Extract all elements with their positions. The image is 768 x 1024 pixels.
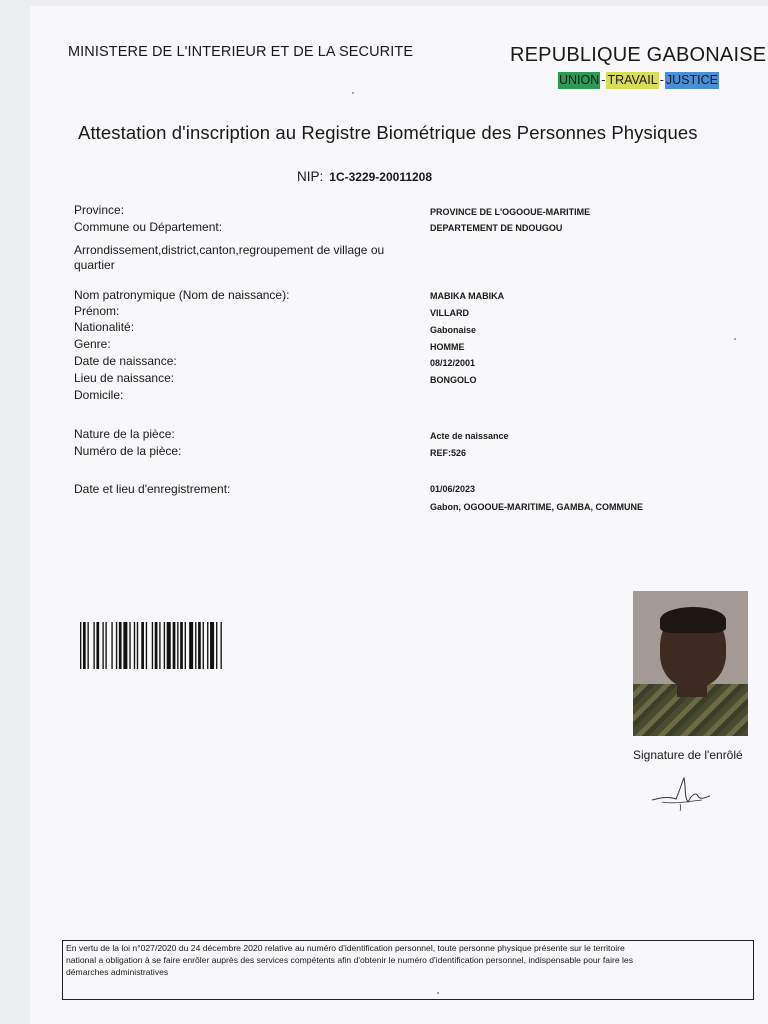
- numero-piece-label: Numéro de la pièce:: [74, 444, 182, 458]
- motto-separator: -: [601, 73, 606, 87]
- signature-label: Signature de l'enrôlé: [633, 748, 743, 762]
- province-label: Province:: [74, 203, 125, 217]
- document-title: Attestation d'inscription au Registre Biométrique des Personnes Physiques: [78, 122, 698, 143]
- motto-justice: JUSTICE: [665, 73, 718, 87]
- document-page: [30, 6, 768, 1024]
- motto-travail: TRAVAIL: [607, 73, 658, 87]
- arrondissement-label-line2: quartier: [74, 258, 115, 272]
- republic-header: REPUBLIQUE GABONAISE: [510, 44, 767, 66]
- legal-notice: [62, 940, 754, 1000]
- motto-union: UNION: [559, 73, 600, 87]
- motto-separator: -: [659, 73, 664, 87]
- nature-piece-value: Acte de naissance: [430, 431, 509, 441]
- lieu-naissance-label: Lieu de naissance:: [74, 371, 175, 385]
- notice-line-3: démarches administratives: [66, 967, 169, 977]
- nationalite-label: Nationalité:: [74, 320, 135, 334]
- domicile-label: Domicile:: [74, 388, 124, 402]
- notice-line-1: En vertu de la loi n°027/2020 du 24 décembre 2020 relative au numéro d'identification personnel, toute personne physique présente sur le territoire: [66, 943, 625, 953]
- date-naissance-label: Date de naissance:: [74, 354, 177, 368]
- scan-speck: [352, 92, 354, 94]
- enregistrement-date: 01/06/2023: [430, 484, 476, 494]
- barcode: [80, 622, 225, 669]
- national-motto: [558, 72, 719, 89]
- nom-label: Nom patronymique (Nom de naissance):: [74, 288, 290, 302]
- date-naissance-value: 08/12/2001: [430, 358, 476, 368]
- arrondissement-label-line1: Arrondissement,district,canton,regroupement de village ou: [74, 243, 385, 257]
- genre-label: Genre:: [74, 337, 111, 351]
- province-value: PROVINCE DE L'OGOOUE-MARITIME: [430, 207, 591, 217]
- scan-speck: [734, 338, 736, 340]
- nip-line: [297, 169, 432, 184]
- nationalite-value: Gabonaise: [430, 325, 477, 335]
- numero-piece-value: REF:526: [430, 448, 467, 458]
- enregistrement-place: Gabon, OGOOUE-MARITIME, GAMBA, COMMUNE: [430, 502, 643, 512]
- lieu-naissance-value: BONGOLO: [430, 375, 477, 385]
- photo-hair: [660, 607, 726, 633]
- enregistrement-label: Date et lieu d'enregistrement:: [74, 482, 231, 496]
- handwritten-signature: [650, 774, 714, 812]
- nip-label: NIP:: [297, 169, 324, 184]
- nom-value: MABIKA MABIKA: [430, 291, 505, 301]
- scan-speck: [437, 992, 439, 994]
- commune-label: Commune ou Département:: [74, 220, 223, 234]
- nip-value: 1C-3229-20011208: [329, 170, 433, 184]
- notice-line-2: national a obligation à se faire enrôler auprès des services compétents afin d'obtenir le numéro d'identification personnel, indispensable pour faire les: [66, 955, 633, 965]
- genre-value: HOMME: [430, 342, 465, 352]
- enrollee-photo: [633, 591, 748, 736]
- prenom-value: VILLARD: [430, 308, 469, 318]
- prenom-label: Prénom:: [74, 304, 120, 318]
- ministry-header: MINISTERE DE L'INTERIEUR ET DE LA SECURITE: [68, 44, 414, 60]
- nature-piece-label: Nature de la pièce:: [74, 427, 175, 441]
- commune-value: DEPARTEMENT DE NDOUGOU: [430, 223, 563, 233]
